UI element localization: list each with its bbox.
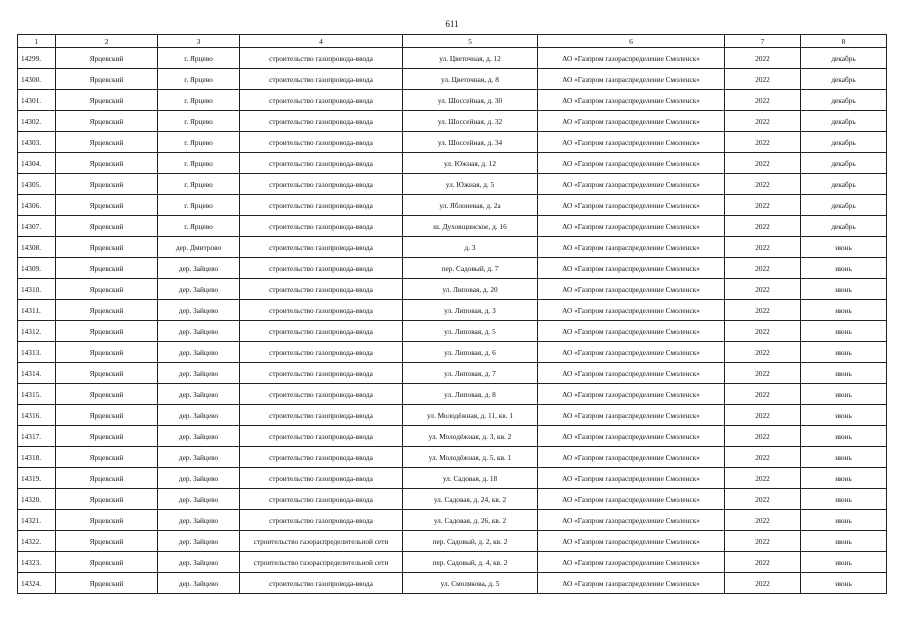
work-type-cell: строительство газопровода-ввода [240, 279, 403, 300]
row-number-cell: 14313. [18, 342, 56, 363]
month-cell: декабрь [801, 48, 887, 69]
organization-cell: АО «Газпром газораспределение Смоленск» [538, 447, 725, 468]
year-cell: 2022 [725, 132, 801, 153]
address-cell: пер. Садовый, д. 4, кв. 2 [403, 552, 538, 573]
row-number-cell: 14312. [18, 321, 56, 342]
organization-cell: АО «Газпром газораспределение Смоленск» [538, 573, 725, 594]
organization-cell: АО «Газпром газораспределение Смоленск» [538, 468, 725, 489]
row-number-cell: 14320. [18, 489, 56, 510]
work-type-cell: строительство газопровода-ввода [240, 468, 403, 489]
table-row [18, 153, 887, 174]
column-header-5: 5 [403, 35, 538, 48]
settlement-cell: дер. Зайцево [158, 510, 240, 531]
address-cell: пер. Садовый, д. 2, кв. 2 [403, 531, 538, 552]
district-cell: Ярцевский [56, 69, 158, 90]
table-row [18, 405, 887, 426]
district-cell: Ярцевский [56, 258, 158, 279]
table-row [18, 216, 887, 237]
organization-cell: АО «Газпром газораспределение Смоленск» [538, 258, 725, 279]
district-cell: Ярцевский [56, 384, 158, 405]
row-number-cell: 14319. [18, 468, 56, 489]
column-header-2: 2 [56, 35, 158, 48]
year-cell: 2022 [725, 174, 801, 195]
table-row [18, 111, 887, 132]
settlement-cell: дер. Зайцево [158, 258, 240, 279]
work-type-cell: строительство газопровода-ввода [240, 90, 403, 111]
address-cell: ул. Липовая, д. 5 [403, 321, 538, 342]
address-cell: ул. Смолякова, д. 5 [403, 573, 538, 594]
work-type-cell: строительство газопровода-ввода [240, 132, 403, 153]
district-cell: Ярцевский [56, 489, 158, 510]
month-cell: июнь [801, 489, 887, 510]
settlement-cell: дер. Зайцево [158, 342, 240, 363]
row-number-cell: 14314. [18, 363, 56, 384]
gasification-table [17, 34, 887, 594]
district-cell: Ярцевский [56, 300, 158, 321]
district-cell: Ярцевский [56, 48, 158, 69]
work-type-cell: строительство газопровода-ввода [240, 153, 403, 174]
organization-cell: АО «Газпром газораспределение Смоленск» [538, 69, 725, 90]
row-number-cell: 14315. [18, 384, 56, 405]
year-cell: 2022 [725, 489, 801, 510]
settlement-cell: дер. Зайцево [158, 405, 240, 426]
row-number-cell: 14321. [18, 510, 56, 531]
row-number-cell: 14322. [18, 531, 56, 552]
address-cell: ул. Молодёжная, д. 5, кв. 1 [403, 447, 538, 468]
district-cell: Ярцевский [56, 321, 158, 342]
page-number: 611 [445, 19, 459, 29]
settlement-cell: дер. Зайцево [158, 489, 240, 510]
district-cell: Ярцевский [56, 447, 158, 468]
address-cell: ул. Липовая, д. 7 [403, 363, 538, 384]
organization-cell: АО «Газпром газораспределение Смоленск» [538, 48, 725, 69]
row-number-cell: 14310. [18, 279, 56, 300]
organization-cell: АО «Газпром газораспределение Смоленск» [538, 363, 725, 384]
organization-cell: АО «Газпром газораспределение Смоленск» [538, 489, 725, 510]
table-row [18, 552, 887, 573]
settlement-cell: дер. Зайцево [158, 552, 240, 573]
address-cell: ул. Молодёжная, д. 11, кв. 1 [403, 405, 538, 426]
column-header-3: 3 [158, 35, 240, 48]
year-cell: 2022 [725, 384, 801, 405]
table-row [18, 489, 887, 510]
table-row [18, 279, 887, 300]
table-row [18, 363, 887, 384]
organization-cell: АО «Газпром газораспределение Смоленск» [538, 153, 725, 174]
organization-cell: АО «Газпром газораспределение Смоленск» [538, 405, 725, 426]
row-number-cell: 14323. [18, 552, 56, 573]
work-type-cell: строительство газопровода-ввода [240, 426, 403, 447]
table-row [18, 531, 887, 552]
month-cell: июнь [801, 384, 887, 405]
year-cell: 2022 [725, 153, 801, 174]
row-number-cell: 14324. [18, 573, 56, 594]
settlement-cell: дер. Зайцево [158, 363, 240, 384]
district-cell: Ярцевский [56, 531, 158, 552]
work-type-cell: строительство газопровода-ввода [240, 510, 403, 531]
organization-cell: АО «Газпром газораспределение Смоленск» [538, 237, 725, 258]
work-type-cell: строительство газопровода-ввода [240, 216, 403, 237]
table-row [18, 90, 887, 111]
work-type-cell: строительство газопровода-ввода [240, 321, 403, 342]
organization-cell: АО «Газпром газораспределение Смоленск» [538, 321, 725, 342]
month-cell: июнь [801, 321, 887, 342]
table-body [18, 48, 887, 594]
address-cell: ул. Цветочная, д. 12 [403, 48, 538, 69]
month-cell: декабрь [801, 195, 887, 216]
district-cell: Ярцевский [56, 90, 158, 111]
table-row [18, 258, 887, 279]
district-cell: Ярцевский [56, 237, 158, 258]
column-header-4: 4 [240, 35, 403, 48]
row-number-cell: 14301. [18, 90, 56, 111]
month-cell: июнь [801, 573, 887, 594]
row-number-cell: 14308. [18, 237, 56, 258]
row-number-cell: 14300. [18, 69, 56, 90]
settlement-cell: дер. Зайцево [158, 573, 240, 594]
district-cell: Ярцевский [56, 279, 158, 300]
year-cell: 2022 [725, 237, 801, 258]
work-type-cell: строительство газопровода-ввода [240, 489, 403, 510]
row-number-cell: 14303. [18, 132, 56, 153]
year-cell: 2022 [725, 258, 801, 279]
district-cell: Ярцевский [56, 132, 158, 153]
column-header-7: 7 [725, 35, 801, 48]
settlement-cell: г. Ярцево [158, 90, 240, 111]
work-type-cell: строительство газопровода-ввода [240, 111, 403, 132]
table-row [18, 174, 887, 195]
organization-cell: АО «Газпром газораспределение Смоленск» [538, 384, 725, 405]
table-row [18, 510, 887, 531]
organization-cell: АО «Газпром газораспределение Смоленск» [538, 90, 725, 111]
column-header-6: 6 [538, 35, 725, 48]
table-row [18, 468, 887, 489]
row-number-cell: 14306. [18, 195, 56, 216]
district-cell: Ярцевский [56, 363, 158, 384]
column-header-1: 1 [18, 35, 56, 48]
address-cell: ул. Садовая, д. 26, кв. 2 [403, 510, 538, 531]
row-number-cell: 14302. [18, 111, 56, 132]
table-row [18, 321, 887, 342]
address-cell: д. 3 [403, 237, 538, 258]
row-number-cell: 14299. [18, 48, 56, 69]
organization-cell: АО «Газпром газораспределение Смоленск» [538, 342, 725, 363]
work-type-cell: строительство газопровода-ввода [240, 447, 403, 468]
year-cell: 2022 [725, 321, 801, 342]
address-cell: ул. Шоссейная, д. 34 [403, 132, 538, 153]
year-cell: 2022 [725, 426, 801, 447]
month-cell: декабрь [801, 216, 887, 237]
table-row [18, 447, 887, 468]
row-number-cell: 14317. [18, 426, 56, 447]
settlement-cell: г. Ярцево [158, 132, 240, 153]
month-cell: июнь [801, 405, 887, 426]
address-cell: ул. Липовая, д. 20 [403, 279, 538, 300]
settlement-cell: дер. Зайцево [158, 321, 240, 342]
address-cell: ул. Липовая, д. 8 [403, 384, 538, 405]
address-cell: ул. Липовая, д. 6 [403, 342, 538, 363]
year-cell: 2022 [725, 573, 801, 594]
district-cell: Ярцевский [56, 174, 158, 195]
settlement-cell: г. Ярцево [158, 69, 240, 90]
row-number-cell: 14309. [18, 258, 56, 279]
work-type-cell: строительство газопровода-ввода [240, 300, 403, 321]
year-cell: 2022 [725, 363, 801, 384]
work-type-cell: строительство газопровода-ввода [240, 69, 403, 90]
row-number-cell: 14311. [18, 300, 56, 321]
address-cell: ул. Яблоневая, д. 2а [403, 195, 538, 216]
year-cell: 2022 [725, 342, 801, 363]
organization-cell: АО «Газпром газораспределение Смоленск» [538, 426, 725, 447]
organization-cell: АО «Газпром газораспределение Смоленск» [538, 510, 725, 531]
address-cell: ул. Южная, д. 12 [403, 153, 538, 174]
table-row [18, 342, 887, 363]
work-type-cell: строительство газопровода-ввода [240, 384, 403, 405]
district-cell: Ярцевский [56, 510, 158, 531]
settlement-cell: дер. Зайцево [158, 531, 240, 552]
month-cell: декабрь [801, 69, 887, 90]
month-cell: июнь [801, 342, 887, 363]
organization-cell: АО «Газпром газораспределение Смоленск» [538, 300, 725, 321]
table-row [18, 48, 887, 69]
district-cell: Ярцевский [56, 468, 158, 489]
table-row [18, 426, 887, 447]
settlement-cell: г. Ярцево [158, 153, 240, 174]
work-type-cell: строительство газопровода-ввода [240, 258, 403, 279]
settlement-cell: дер. Зайцево [158, 279, 240, 300]
table-row [18, 384, 887, 405]
settlement-cell: дер. Зайцево [158, 426, 240, 447]
work-type-cell: строительство газораспределительной сети [240, 531, 403, 552]
work-type-cell: строительство газопровода-ввода [240, 363, 403, 384]
column-header-8: 8 [801, 35, 887, 48]
work-type-cell: строительство газопровода-ввода [240, 195, 403, 216]
address-cell: ш. Духовщинское, д. 16 [403, 216, 538, 237]
row-number-cell: 14318. [18, 447, 56, 468]
organization-cell: АО «Газпром газораспределение Смоленск» [538, 195, 725, 216]
settlement-cell: дер. Зайцево [158, 468, 240, 489]
month-cell: июнь [801, 258, 887, 279]
month-cell: июнь [801, 363, 887, 384]
settlement-cell: дер. Дмитрово [158, 237, 240, 258]
work-type-cell: строительство газораспределительной сети [240, 552, 403, 573]
settlement-cell: дер. Зайцево [158, 300, 240, 321]
address-cell: ул. Садовая, д. 18 [403, 468, 538, 489]
month-cell: декабрь [801, 90, 887, 111]
settlement-cell: г. Ярцево [158, 174, 240, 195]
district-cell: Ярцевский [56, 552, 158, 573]
table-row [18, 237, 887, 258]
row-number-cell: 14316. [18, 405, 56, 426]
district-cell: Ярцевский [56, 216, 158, 237]
year-cell: 2022 [725, 90, 801, 111]
month-cell: июнь [801, 300, 887, 321]
settlement-cell: г. Ярцево [158, 111, 240, 132]
month-cell: июнь [801, 468, 887, 489]
year-cell: 2022 [725, 279, 801, 300]
organization-cell: АО «Газпром газораспределение Смоленск» [538, 216, 725, 237]
year-cell: 2022 [725, 111, 801, 132]
district-cell: Ярцевский [56, 195, 158, 216]
table-row [18, 573, 887, 594]
column-number-row [18, 35, 887, 48]
work-type-cell: строительство газопровода-ввода [240, 174, 403, 195]
month-cell: июнь [801, 426, 887, 447]
district-cell: Ярцевский [56, 426, 158, 447]
row-number-cell: 14304. [18, 153, 56, 174]
settlement-cell: дер. Зайцево [158, 384, 240, 405]
year-cell: 2022 [725, 195, 801, 216]
organization-cell: АО «Газпром газораспределение Смоленск» [538, 174, 725, 195]
address-cell: ул. Шоссейная, д. 30 [403, 90, 538, 111]
settlement-cell: дер. Зайцево [158, 447, 240, 468]
month-cell: июнь [801, 447, 887, 468]
address-cell: ул. Цветочная, д. 8 [403, 69, 538, 90]
year-cell: 2022 [725, 69, 801, 90]
year-cell: 2022 [725, 405, 801, 426]
work-type-cell: строительство газопровода-ввода [240, 573, 403, 594]
table-row [18, 300, 887, 321]
table-row [18, 69, 887, 90]
month-cell: декабрь [801, 132, 887, 153]
year-cell: 2022 [725, 447, 801, 468]
organization-cell: АО «Газпром газораспределение Смоленск» [538, 132, 725, 153]
month-cell: декабрь [801, 153, 887, 174]
district-cell: Ярцевский [56, 111, 158, 132]
organization-cell: АО «Газпром газораспределение Смоленск» [538, 111, 725, 132]
work-type-cell: строительство газопровода-ввода [240, 237, 403, 258]
address-cell: ул. Южная, д. 5 [403, 174, 538, 195]
table-row [18, 132, 887, 153]
table-row [18, 195, 887, 216]
year-cell: 2022 [725, 48, 801, 69]
year-cell: 2022 [725, 300, 801, 321]
address-cell: ул. Шоссейная, д. 32 [403, 111, 538, 132]
settlement-cell: г. Ярцево [158, 216, 240, 237]
row-number-cell: 14305. [18, 174, 56, 195]
district-cell: Ярцевский [56, 153, 158, 174]
month-cell: июнь [801, 237, 887, 258]
month-cell: декабрь [801, 174, 887, 195]
address-cell: ул. Молодёжная, д. 3, кв. 2 [403, 426, 538, 447]
address-cell: пер. Садовый, д. 7 [403, 258, 538, 279]
organization-cell: АО «Газпром газораспределение Смоленск» [538, 552, 725, 573]
settlement-cell: г. Ярцево [158, 195, 240, 216]
work-type-cell: строительство газопровода-ввода [240, 342, 403, 363]
month-cell: июнь [801, 531, 887, 552]
organization-cell: АО «Газпром газораспределение Смоленск» [538, 279, 725, 300]
organization-cell: АО «Газпром газораспределение Смоленск» [538, 531, 725, 552]
month-cell: декабрь [801, 111, 887, 132]
work-type-cell: строительство газопровода-ввода [240, 48, 403, 69]
year-cell: 2022 [725, 531, 801, 552]
year-cell: 2022 [725, 216, 801, 237]
address-cell: ул. Садовая, д. 24, кв. 2 [403, 489, 538, 510]
district-cell: Ярцевский [56, 405, 158, 426]
row-number-cell: 14307. [18, 216, 56, 237]
work-type-cell: строительство газопровода-ввода [240, 405, 403, 426]
year-cell: 2022 [725, 510, 801, 531]
month-cell: июнь [801, 552, 887, 573]
year-cell: 2022 [725, 468, 801, 489]
district-cell: Ярцевский [56, 342, 158, 363]
month-cell: июнь [801, 510, 887, 531]
settlement-cell: г. Ярцево [158, 48, 240, 69]
address-cell: ул. Липовая, д. 3 [403, 300, 538, 321]
month-cell: июнь [801, 279, 887, 300]
district-cell: Ярцевский [56, 573, 158, 594]
year-cell: 2022 [725, 552, 801, 573]
